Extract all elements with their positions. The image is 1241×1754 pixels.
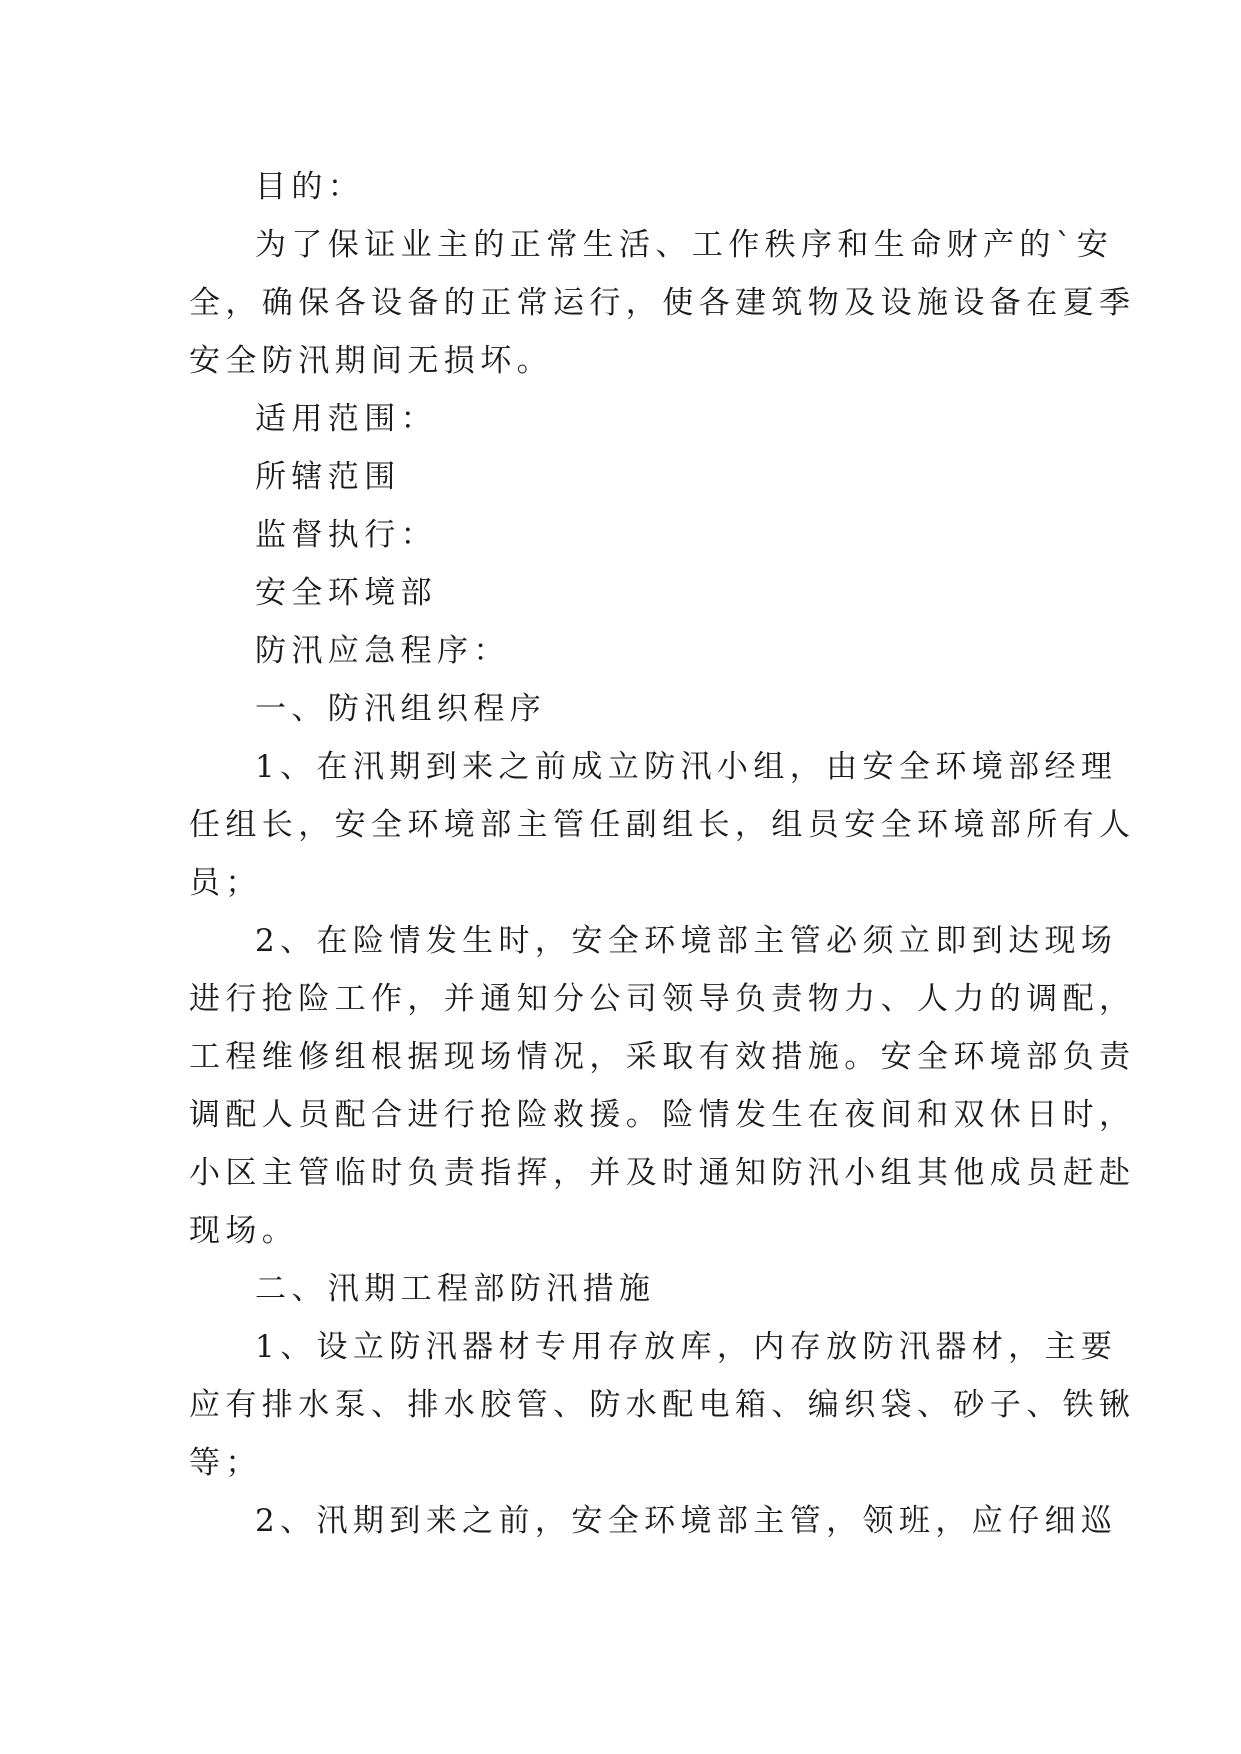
paragraph-line: 为了保证业主的正常生活、工作秩序和生命财产的`安 [255, 227, 1114, 263]
heading-supervision: 监督执行： [255, 517, 437, 553]
heading-procedure: 防汛应急程序： [255, 633, 510, 669]
section-heading-2: 二、汛期工程部防汛措施 [255, 1271, 656, 1307]
paragraph-line: 全，确保各设备的正常运行，使各建筑物及设施设备在夏季 [189, 285, 1136, 321]
heading-purpose: 目的： [255, 169, 365, 205]
paragraph-line: 2、在险情发生时，安全环境部主管必须立即到达现场 [255, 923, 1118, 959]
paragraph-line: 进行抢险工作，并通知分公司领导负责物力、人力的调配， [189, 981, 1136, 1017]
document-body [189, 158, 1136, 1550]
paragraph-line: 现场。 [189, 1213, 299, 1249]
paragraph-line: 调配人员配合进行抢险救援。险情发生在夜间和双休日时， [189, 1097, 1136, 1133]
paragraph-line: 2、汛期到来之前，安全环境部主管，领班，应仔细巡 [255, 1503, 1118, 1539]
paragraph-line: 小区主管临时负责指挥，并及时通知防汛小组其他成员赶赴 [189, 1155, 1136, 1191]
paragraph-line: 安全防汛期间无损坏。 [189, 343, 553, 379]
paragraph-line: 所辖范围 [255, 459, 401, 495]
paragraph-line: 员； [189, 865, 262, 901]
paragraph-line: 应有排水泵、排水胶管、防水配电箱、编织袋、砂子、铁锹 [189, 1387, 1136, 1423]
heading-scope: 适用范围： [255, 401, 437, 437]
paragraph-line: 1、设立防汛器材专用存放库，内存放防汛器材，主要 [255, 1329, 1118, 1365]
section-heading-1: 一、防汛组织程序 [255, 691, 547, 727]
paragraph-line: 等； [189, 1445, 262, 1481]
paragraph-line: 工程维修组根据现场情况，采取有效措施。安全环境部负责 [189, 1039, 1136, 1075]
paragraph-line: 1、在汛期到来之前成立防汛小组，由安全环境部经理 [255, 749, 1118, 785]
paragraph-line: 安全环境部 [255, 575, 437, 611]
paragraph-line: 任组长，安全环境部主管任副组长，组员安全环境部所有人 [189, 807, 1136, 843]
